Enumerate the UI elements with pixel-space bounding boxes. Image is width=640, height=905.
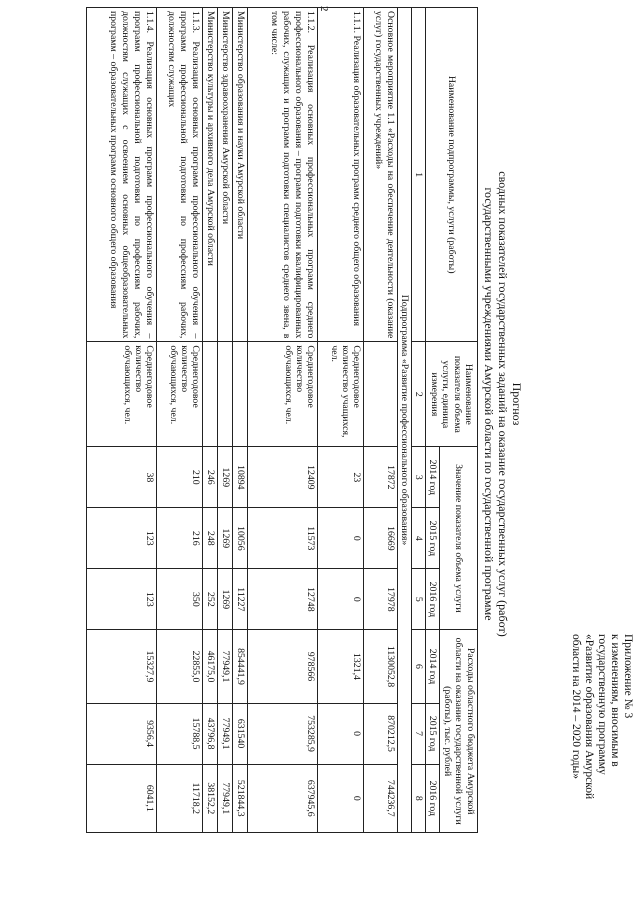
row-name: Основное мероприятие 1.1 «Расходы на обеспечение деятельности (оказание услуг) государственных учреждений» — [364, 8, 398, 342]
header-indicator: Наименование показателя объема услуги, единица измерения — [426, 342, 478, 447]
table-row — [218, 8, 233, 833]
header-year: 2016 год — [426, 569, 441, 630]
header-year: 2014 год — [426, 447, 441, 508]
row-value-v2015: 123 — [87, 508, 157, 569]
rotated-page — [20, 4, 640, 884]
column-number: 1 — [412, 8, 426, 342]
row-value-e2016: 521844,3 — [233, 764, 248, 832]
header-name: Наименование подпрограммы, услуги (работы) — [426, 8, 478, 342]
row-value-e2014: 854441,9 — [233, 630, 248, 703]
row-indicator: Среднегодовое количество обучающихся, чел. — [87, 342, 157, 447]
row-value-v2016: 0 — [318, 569, 364, 630]
row-value-v2015: 0 — [318, 508, 364, 569]
document-title — [482, 74, 524, 734]
row-value-v2016: 11227 — [233, 569, 248, 630]
row-value-e2015: 870212,5 — [364, 703, 398, 764]
title-line: сводных показателей государственных заданий на оказание государственных услуг (работ) — [496, 171, 510, 637]
column-number: 5 — [412, 569, 426, 630]
row-value-e2016: 77949,1 — [218, 764, 233, 832]
table-row — [157, 8, 203, 833]
row-value-e2015: 43796,8 — [203, 703, 218, 764]
title-line: Прогноз — [510, 382, 524, 426]
table-row — [87, 8, 157, 833]
row-name: 1.1.1. Реализация образовательных программ среднего общего образования — [318, 8, 364, 342]
header-year: 2015 год — [426, 703, 441, 764]
row-name: Министерство образования и науки Амурской области — [233, 8, 248, 342]
row-value-e2014: 15327,9 — [87, 630, 157, 703]
row-value-e2015: 753285,9 — [248, 703, 318, 764]
column-number: 4 — [412, 508, 426, 569]
row-name: 1.1.2. Реализация основных профессиональных программ среднего профессионального образования – программ подготовки квалифицированных рабочих, служащих и программ подготовки специалистов среднего звена, в том числе: — [248, 8, 318, 342]
row-value-v2014: 210 — [157, 447, 203, 508]
table-row — [233, 8, 248, 833]
appendix-note — [569, 634, 634, 884]
table-body — [87, 8, 398, 833]
row-value-e2015: 0 — [318, 703, 364, 764]
row-value-v2014: 10894 — [233, 447, 248, 508]
row-indicator — [218, 342, 233, 447]
appendix-line: к изменениям, вносимым в — [609, 634, 621, 767]
row-indicator: Среднегодовое количество обучающихся, чел. — [157, 342, 203, 447]
row-value-v2015: 10056 — [233, 508, 248, 569]
row-value-e2014: 46175,0 — [203, 630, 218, 703]
row-value-e2014: 1130052,8 — [364, 630, 398, 703]
row-value-e2014: 77949,1 — [218, 630, 233, 703]
row-value-e2016: 11718,2 — [157, 764, 203, 832]
row-value-v2016: 12748 — [248, 569, 318, 630]
row-name: 1.1.3. Реализация основных программ профессионального обучения – программ профессиональной подготовки по профессиям рабочих, должностям служащих — [157, 8, 203, 342]
row-value-v2014: 246 — [203, 447, 218, 508]
column-number: 8 — [412, 764, 426, 832]
row-name: Министерство здравоохранения Амурской области — [218, 8, 233, 342]
table-row — [203, 8, 218, 833]
header-expenses: Расходы областного бюджета Амурской области на оказание государственной услуги (работы), тыс. рублей — [440, 630, 478, 833]
header-year: 2015 год — [426, 508, 441, 569]
appendix-line: Приложение № 3 — [622, 634, 634, 719]
column-number: 2 — [412, 342, 426, 447]
row-indicator — [364, 342, 398, 447]
table-row — [364, 8, 398, 833]
appendix-line: «Развитие образования Амурской — [583, 634, 595, 800]
column-number: 7 — [412, 703, 426, 764]
row-value-v2015: 11573 — [248, 508, 318, 569]
row-value-e2016: 0 — [318, 764, 364, 832]
row-value-v2015: 1269 — [218, 508, 233, 569]
column-number: 6 — [412, 630, 426, 703]
appendix-line: государственную программу — [596, 634, 608, 775]
row-value-v2016: 1269 — [218, 569, 233, 630]
row-value-v2015: 216 — [157, 508, 203, 569]
row-name: Министерство культуры и архивного дела Амурской области — [203, 8, 218, 342]
row-value-v2014: 38 — [87, 447, 157, 508]
page-number: 2 — [318, 6, 330, 12]
row-value-v2014: 1269 — [218, 447, 233, 508]
row-indicator — [203, 342, 218, 447]
row-value-e2015: 9356,4 — [87, 703, 157, 764]
forecast-table — [86, 7, 478, 833]
row-value-e2016: 744236,7 — [364, 764, 398, 832]
column-number-row — [412, 8, 426, 833]
row-value-v2014: 17872 — [364, 447, 398, 508]
row-value-v2014: 12409 — [248, 447, 318, 508]
header-year: 2014 год — [426, 630, 441, 703]
table-row — [248, 8, 318, 833]
row-value-v2016: 17978 — [364, 569, 398, 630]
row-value-e2016: 637945,6 — [248, 764, 318, 832]
row-value-e2015: 77949,1 — [218, 703, 233, 764]
row-value-v2015: 16669 — [364, 508, 398, 569]
row-value-v2014: 23 — [318, 447, 364, 508]
row-value-e2016: 38152,2 — [203, 764, 218, 832]
subprogram-row — [398, 8, 412, 833]
row-value-v2016: 252 — [203, 569, 218, 630]
row-value-e2016: 6041,1 — [87, 764, 157, 832]
row-indicator: Среднегодовое количество учащихся, чел. — [318, 342, 364, 447]
row-name: 1.1.4. Реализация основных программ профессионального обучения – программ профессиональной подготовки по профессиям рабочих, должностям служащих с освоением основных общеобразовательных программ – образовательных программ основного общего образования — [87, 8, 157, 342]
row-value-v2015: 248 — [203, 508, 218, 569]
table-row — [318, 8, 364, 833]
row-indicator: Среднегодовое количество обучающихся, чел. — [248, 342, 318, 447]
column-number: 3 — [412, 447, 426, 508]
row-value-v2016: 350 — [157, 569, 203, 630]
row-value-e2014: 22855,0 — [157, 630, 203, 703]
row-value-v2016: 123 — [87, 569, 157, 630]
row-value-e2014: 1321,4 — [318, 630, 364, 703]
subprogram-title: Подпрограмма «Развитие профессионального образования» — [398, 8, 412, 833]
header-values: Значение показателя объема услуги — [440, 447, 478, 630]
row-value-e2015: 15788,5 — [157, 703, 203, 764]
appendix-line: области на 2014 – 2020 годы» — [570, 634, 582, 780]
row-value-e2014: 978566 — [248, 630, 318, 703]
title-line: государственными учреждениями Амурской области по государственной программе — [482, 187, 496, 621]
row-indicator — [233, 342, 248, 447]
header-year: 2016 год — [426, 764, 441, 832]
row-value-e2015: 631540 — [233, 703, 248, 764]
header-row — [440, 8, 478, 833]
